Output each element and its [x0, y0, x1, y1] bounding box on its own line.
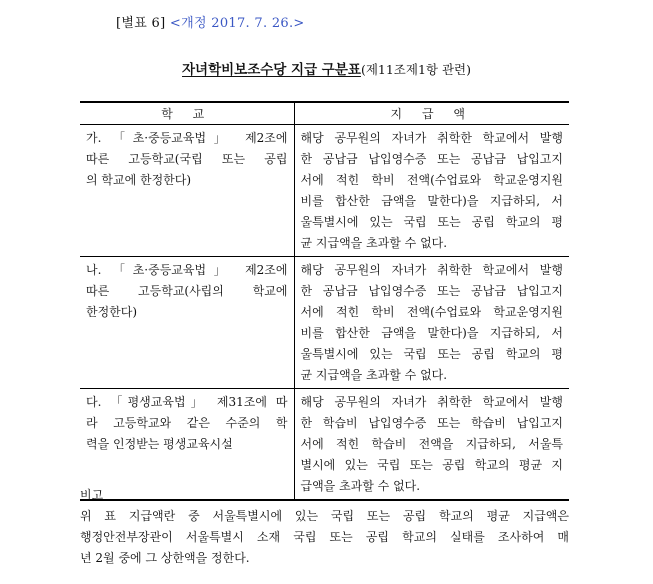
- cell-line: 따른 고등학교(사립의 학교에: [86, 284, 288, 298]
- title-sub: (제11조제1항 관련): [360, 62, 471, 77]
- cell-line: 따른 고등학교(국립 또는 공립: [86, 152, 288, 166]
- cell-line: 해당 공무원의 자녀가 취학한 학교에서 발행: [300, 263, 563, 277]
- cell-line: 균 지급액을 초과할 수 없다.: [300, 368, 448, 382]
- cell-line: 서에 적힌 학비 전액(수업료와 학교운영지원: [300, 305, 563, 319]
- cell-line: 라 고등학교와 같은 수준의 학: [86, 416, 288, 430]
- appendix-header: [116, 12, 305, 31]
- school-cell: [80, 125, 294, 257]
- cell-line: 해당 공무원의 자녀가 취학한 학교에서 발행: [300, 395, 563, 409]
- cell-line: 나. 「초·중등교육법」 제2조에: [86, 263, 288, 277]
- cell-line: 다. 「평생교육법」 제31조에 따: [86, 395, 288, 409]
- cell-line: 별시에 있는 국립 또는 공립 학교의 평균 지: [300, 458, 563, 472]
- amendment-link[interactable]: <개정 2017. 7. 26.>: [169, 16, 305, 31]
- cell-line: 급액을 초과할 수 없다.: [300, 479, 421, 493]
- document-title: [0, 58, 653, 78]
- school-cell: [80, 257, 294, 389]
- cell-line: 의 학교에 한정한다): [86, 173, 192, 187]
- remarks-line: 행정안전부장관이 서울특별시 소재 국립 또는 공립 학교의 실태를 조사하여 매: [80, 530, 569, 544]
- cell-line: 한 학습비 납입영수증 또는 학습비 납입고지: [300, 416, 563, 430]
- appendix-label: [별표 6]: [116, 16, 166, 31]
- allowance-table: [80, 101, 569, 501]
- cell-line: 울특별시에 있는 국립 또는 공립 학교의 평: [300, 215, 563, 229]
- cell-line: 비를 합산한 금액을 말한다)을 지급하되, 서: [300, 194, 563, 208]
- cell-line: 한정한다): [86, 305, 138, 319]
- table-row: [80, 257, 569, 389]
- remarks-line: 년 2월 중에 그 상한액을 정한다.: [80, 551, 250, 565]
- amount-cell: [294, 389, 569, 501]
- table-row: [80, 389, 569, 501]
- header-amount: 지 급 액: [294, 102, 569, 125]
- cell-line: 가. 「초·중등교육법」 제2조에: [86, 131, 288, 145]
- school-cell: [80, 389, 294, 501]
- cell-line: 한 공납금 납입영수증 또는 공납금 납입고지: [300, 284, 563, 298]
- cell-line: 비를 합산한 금액을 말한다)을 지급하되, 서: [300, 326, 563, 340]
- table-row: [80, 125, 569, 257]
- table-header-row: [80, 102, 569, 125]
- cell-line: 서에 적힌 학비 전액(수업료와 학교운영지원: [300, 173, 563, 187]
- cell-line: 서에 적힌 학습비 전액을 지급하되, 서울특: [300, 437, 563, 451]
- header-school: 학 교: [80, 102, 294, 125]
- cell-line: 균 지급액을 초과할 수 없다.: [300, 236, 448, 250]
- cell-line: 한 공납금 납입영수증 또는 공납금 납입고지: [300, 152, 563, 166]
- amount-cell: [294, 125, 569, 257]
- title-main: 자녀학비보조수당 지급 구분표: [182, 62, 361, 78]
- cell-line: 력을 인정받는 평생교육시설: [86, 437, 233, 451]
- remarks-title: 비고: [80, 488, 104, 502]
- cell-line: 해당 공무원의 자녀가 취학한 학교에서 발행: [300, 131, 563, 145]
- cell-line: 울특별시에 있는 국립 또는 공립 학교의 평: [300, 347, 563, 361]
- remarks-line: 위 표 지급액란 중 서울특별시에 있는 국립 또는 공립 학교의 평균 지급액은: [80, 509, 569, 523]
- amount-cell: [294, 257, 569, 389]
- remarks: [80, 485, 569, 569]
